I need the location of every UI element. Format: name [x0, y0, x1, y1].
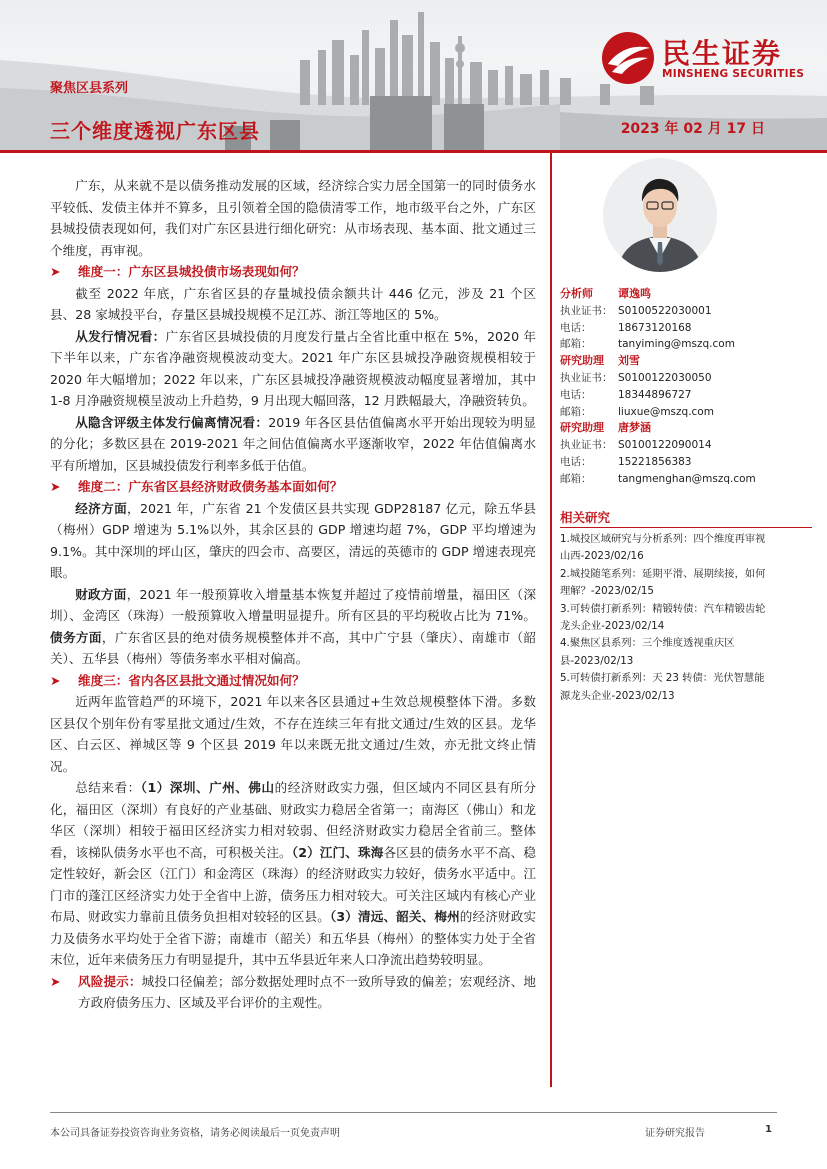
heading-text: 维度一：广东区县城投债市场表现如何？	[78, 264, 305, 279]
minsheng-logo	[600, 30, 810, 88]
paragraph: 近两年监管趋严的环境下，2021 年以来各区县通过+生效总规模整体下滑。多数区县仅个别年份有零星批文通过/生效，不存在连续三年有批文通过/生效的区县。龙华区、白云区、禅城区等 9 个区县 2019 年以来既无批文通过/生效，亦无批文终止情况。	[50, 694, 536, 774]
footer-disclaimer: 本公司具备证券投资咨询业务资格，请务必阅读最后一页免责声明	[50, 1128, 340, 1139]
related-item[interactable]: 5.可转债打新系列：天 23 转债：光伏智慧能源龙头企业-2023/02/13	[560, 672, 765, 702]
arrow-icon: ➤	[50, 672, 61, 688]
section-heading-1	[50, 261, 536, 283]
arrow-icon: ➤	[50, 264, 61, 279]
paragraph-text: 广东省区县城投债的月度发行量占全省比重中枢在 5%，2020 年下半年以来，广东省净融资规模波动变大。2021 年广东区县城投净融资规模相较于 2020 年大幅增加；2022 年以来，广东区县城投净融资规模波动幅度显著增加，其中 1-8 月净融资规模呈波动上升趋势，9 月出现大幅回落，12 月跌幅最大，净融资转负。	[50, 328, 536, 408]
paragraph-label: 从发行情况看：	[75, 328, 166, 344]
related-item[interactable]: 1.城投区域研究与分析系列：四个维度再审视山西-2023/02/16	[560, 533, 766, 563]
section-heading-2	[50, 476, 536, 498]
arrow-icon: ➤	[50, 973, 61, 989]
related-item[interactable]: 2.城投随笔系列：延期平滑、展期续接，如何理解？-2023/02/15	[560, 567, 766, 598]
report-series: 聚焦区县系列	[50, 81, 129, 96]
analyst-role-row: 研究助理 唐梦涵	[560, 421, 651, 435]
related-research-title: 相关研究	[560, 510, 611, 525]
heading-text: 维度三：省内各区县批文通过情况如何？	[78, 672, 305, 688]
risk-paragraph	[50, 971, 536, 1014]
analyst-photo	[603, 158, 717, 272]
analyst-email[interactable]: liuxue@mszq.com	[618, 405, 714, 418]
related-item[interactable]: 3.可转债打新系列：精锻转债：汽车精锻齿轮龙头企业-2023/02/14	[560, 602, 766, 633]
analyst-info: 分析师 谭逸鸣 执业证书： S0100522030001 电话： 18673120168 邮箱： tanyiming@mszq.com 研究助理 刘雪 执业证书： S0100122030050 电话： 18344896727 邮箱： liuxue@mszq.com 研究助理 唐梦涵 执业证书： S0100122090014 电话： 15221856383 邮箱： tangmenghan@mszq.com	[560, 286, 810, 488]
paragraph-text: 2019 年各区县估值偏离水平开始出现较为明显的分化；多数区县在 2019-2021 年之间估值偏离水平逐渐收窄，2022 年估值偏离水平有所增加，区县城投债发行利率多低于估值。	[50, 414, 537, 473]
analyst-email[interactable]: tangmenghan@mszq.com	[618, 472, 756, 485]
minsheng-logo-icon	[600, 30, 656, 86]
logo-text-en: MINSHENG SECURITIES	[662, 68, 805, 80]
column-divider	[550, 153, 552, 1087]
related-item[interactable]: 4.聚焦区县系列：三个维度透视重庆区县-2023/02/13	[560, 637, 735, 667]
risk-text: 城投口径偏差；部分数据处理时点不一致所导致的偏差；宏观经济、地方政府债务压力、区域及平台评价的主观性。	[78, 973, 537, 1010]
main-body	[50, 175, 536, 1014]
paragraph-text: ，2021 年一般预算收入增量基本恢复并超过了疫情前增量，福田区（深圳）、金湾区（珠海）一般预算收入增量明显提升。所有区县的平均税收占比为 71%。	[50, 586, 537, 623]
paragraph	[50, 412, 536, 477]
intro-paragraph: 广东，从来就不是以债务推动发展的区域，经济综合实力居全国第一的同时债务水平较低、发债主体并不算多，且引领着全国的隐债清零工作，地市级平台之外，广东区县城投债表现如何，我们对广东区县进行细化研究：从市场表现、基本面、批文通过三个维度，再审视。	[50, 178, 536, 258]
page-title: 三个维度透视广东区县	[50, 119, 260, 143]
paragraph-text: ，广东省区县的绝对债务规模整体并不高，其中广宁县（肇庆）、南雄市（韶关）、五华县（梅州）等债务率水平相对偏高。	[50, 629, 537, 666]
footer-divider	[50, 1112, 777, 1113]
paragraph-label: 经济方面	[75, 500, 128, 516]
paragraph-label: 从隐含评级主体发行偏离情况看：	[75, 414, 269, 430]
risk-label: 风险提示：	[78, 973, 142, 989]
related-divider	[560, 527, 812, 528]
header-divider	[0, 150, 827, 153]
paragraph-label: 财政方面	[75, 586, 127, 602]
paragraph: 截至 2022 年底，广东省区县的存量城投债余额共计 446 亿元，涉及 21 个区县、28 家城投平台，存量区县城投规模不足江苏、浙江等地区的 5%。	[50, 285, 536, 322]
paragraph-text: ，2021 年，广东省 21 个发债区县共实现 GDP28187 亿元，除五华县（梅州）GDP 增速为 5.1%以外，其余区县的 GDP 增速均超 7%，GDP 平均增速为 9.1%。其中深圳的坪山区，肇庆的四会市、高要区，清远的英德市的 GDP 增速表现亮眼。	[50, 500, 536, 580]
section-heading-3	[50, 670, 536, 692]
logo-text-cn: 民生证券	[662, 37, 783, 70]
paragraph	[50, 584, 536, 670]
footer-doc-type: 证券研究报告	[645, 1128, 705, 1139]
header-banner	[0, 0, 827, 150]
paragraph	[50, 498, 536, 584]
page-number: 1	[765, 1124, 772, 1135]
related-research-list	[560, 531, 770, 705]
analyst-role-row: 分析师 谭逸鸣	[560, 287, 651, 300]
report-date: 2023 年 02 月 17 日	[620, 121, 765, 137]
paragraph	[50, 326, 536, 412]
analyst-role-row: 研究助理 刘雪	[560, 354, 640, 368]
arrow-icon: ➤	[50, 479, 61, 494]
heading-text: 维度二：广东省区县经济财政债务基本面如何？	[78, 479, 343, 494]
paragraph-label: 债务方面	[50, 629, 102, 645]
analyst-email[interactable]: tanyiming@mszq.com	[618, 338, 735, 351]
summary-paragraph: 总结来看：（1）深圳、广州、佛山的经济财政实力强，但区域内不同区县有所分化，福田区（深圳）有良好的产业基础、财政实力稳居全省第一；南海区（佛山）和龙华区（深圳）相较于福田区经济实力相对较弱、但经济财政实力稳居全省前三。整体看，该梯队债务水平也不高，可积极关注。（2）江门、珠海各区县的债务水平不高、稳定性较好，新会区（江门）和金湾区（珠海）的经济财政实力较好，债务水平适中。江门市的蓬江区经济实力处于全省中上游，债务压力相对较大。可关注区域内有核心产业布局、财政实力靠前且债务负担相对较轻的区县。（3）清远、韶关、梅州的经济财政实力及债务水平均处于全省下游；南雄市（韶关）和五华县（梅州）的整体实力处于全省末位，近年来债务压力有明显提升，其中五华县近年来人口净流出趋势较明显。	[50, 780, 537, 967]
